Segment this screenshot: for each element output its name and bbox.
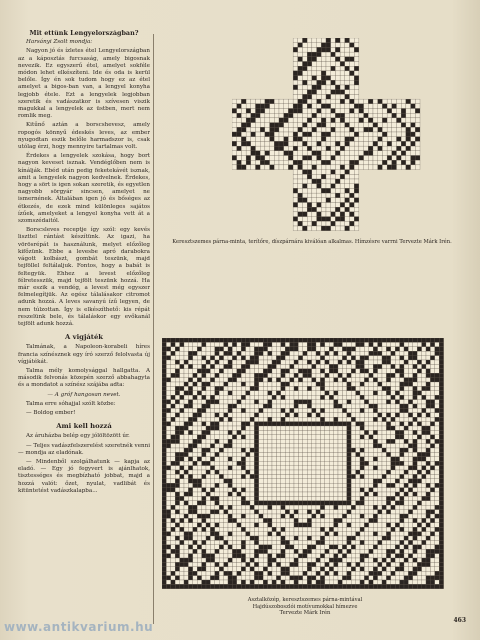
article-paragraph: Borscsleves receptje így szól: egy kevés liszttel rántást készítünk. Az igazi, ha vörösrépát is használunk, melyet előzőleg kifőzünk. Ebbe a levesbe apró darabokra vágott kolbászt, gombát teszünk, majd tejföllel feltálaljuk. Fontos, hogy a babát is feltegyük. Ehhez a levest előzőleg félretesszük, majd tejfölt teszünk hozzá. Ha már eszik a vendég, a levest még egyszer felmelegítjük. Az egész tálalásakor citromot adunk hozzá. A leves savanyú ízű legyen, de nem túlzottan. Így is elkészíthető: kis répát reszelünk bele, és tálaláskor egy evőkanál tejfölt adunk hozzá. xyxy=(18,227,150,327)
section2-paragraph: — Mindenből szolgálhatunk — kapja az eladó. — Egy jó fegyvert is ajánlhatok, tisztességes és megbízható jobbat, majd a hozzá valót: őzet, nyulat, vadlibát és kitüntetést vadászkalapba... xyxy=(18,458,150,494)
section2-paragraph: Az áruházba belép egy jólöltözött úr. xyxy=(26,433,130,440)
section-paragraph: Talmának, a Napoleon-korabeli híres francia színésznek egy író szerző felolvasta új vígjátékát. xyxy=(18,344,150,365)
section-paragraph: Talma erre sóhajjal szólt közbe: xyxy=(26,400,116,407)
article-paragraph: Érdekes a lengyelek szokása, hogy bort nagyon keveset isznak. Vendéglőben nem is kínálják. Ebéd után pedig feketekávét isznak, amit a lengyelek nagyon kedvelnek. Érdekes, hogy a sört is igen sokan szeretik, és egyetlen nagyobb sörgyár sincsen, amelyet ne ismernének. Általában igen jó és bőséges az étkezés, de ezek mind különleges sajátos ízűek, amelyeket a lengyel konyha vett át a szomszédaitól. xyxy=(18,153,150,225)
section-paragraph: — Boldog ember! xyxy=(26,409,76,416)
bottom-chart-caption: Asztalközép, keresztszemes párna-mintával Hajdúszoboszlói motívumokkal hímezve Tervezte Márk Irén xyxy=(247,597,363,617)
section2-title: Ami kell hozzá xyxy=(56,422,112,431)
section-title: A vigjáték xyxy=(65,333,103,342)
site-watermark: www.antikvarium.hu xyxy=(4,620,154,634)
section-paragraph: Talma mély komolysággal hallgatta. A második felvonás közepén szerző abbahagyta és a mondatot a színész szájába adta: xyxy=(18,367,150,389)
article-paragraph: Kitűnő aztán a borscshevesz, amely ropogós könnyű édeskés leves, az ember nyugodtan eszik belőle harmadszor is, csak utólag érzi, hogy mennyire tartalmas volt. xyxy=(18,122,150,151)
article-title: Mit ettünk Lengyelországban? xyxy=(29,30,139,37)
article-byline: Harsányi Zsolt mondja: xyxy=(26,39,93,46)
cross-stitch-chart-square xyxy=(162,338,446,592)
top-chart-caption: Keresztszemes párna-minta, terítőre, díszpárnára kiválóan alkalmas. Hímzésre varrni Tervezte Márk Irén. xyxy=(172,239,452,245)
left-text-column xyxy=(18,30,150,630)
section-paragraph: — A gróf hangosan nevet. xyxy=(47,391,121,398)
article-paragraph: Nagyon jó és ízletes étel Lengyelországban az a káposztás furcsaság, amely bigosnak nevezik. Ez egyszerű étel, amelyet sokféle módon lehet elkészíteni. Ide és oda is kerül belőle. Így én sok tudom hogy ez az étel amelyet a bigos-ban van, a lengyel konyha legjobb étele. Ezt a lengyelek legjobban szeretik és vadászatkor is szívesen viszik magukkal a lengyelek az üstben, mert nem romlik meg. xyxy=(18,48,150,120)
section2-paragraph: — Teljes vadászfelszerelést szeretnék venni — mondja az eladónak. xyxy=(18,442,150,456)
column-divider xyxy=(153,34,154,624)
page-number: 463 xyxy=(453,617,466,624)
cross-stitch-chart-cross xyxy=(232,38,422,234)
